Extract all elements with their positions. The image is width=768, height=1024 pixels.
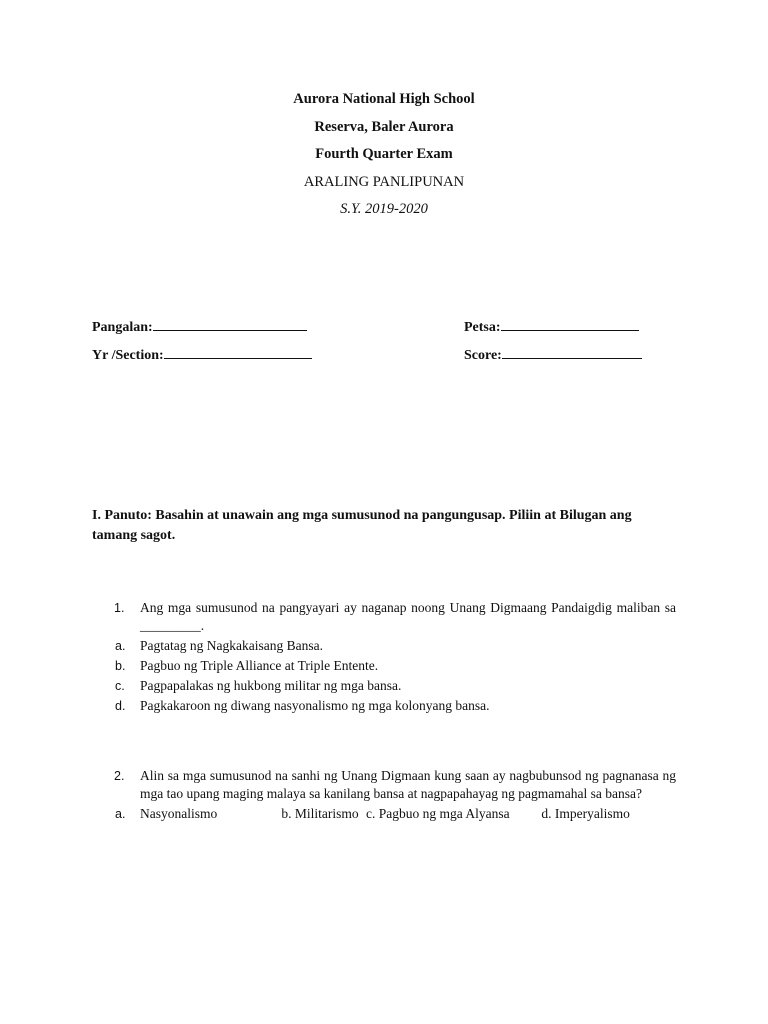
name-blank[interactable] (153, 316, 307, 331)
question-number: 1. (114, 601, 125, 615)
option-letter: b. (115, 659, 126, 673)
question-text: Ang mga sumusunod na pangyayari ay naganap noong Unang Digmaang Pandaigdig maliban sa _________. (140, 600, 676, 633)
option-d[interactable] (92, 697, 676, 715)
option-letter: a. (115, 639, 126, 653)
option-a[interactable]: Nasyonalismo (140, 806, 218, 821)
instructions: I. Panuto: Basahin at unawain ang mga sumusunod na pangungusap. Piliin at Bilugan ang tamang sagot. (92, 508, 632, 543)
score-label: Score: (464, 348, 502, 363)
subject-title: ARALING PANLIPUNAN (303, 173, 465, 190)
option-c[interactable] (92, 677, 676, 695)
option-letter: c. (115, 679, 125, 693)
question-2-stem (92, 767, 676, 803)
date-label: Petsa: (464, 320, 501, 335)
section-label: Yr /Section: (92, 348, 164, 363)
option-text: Pagbuo ng Triple Alliance at Triple Entente. (140, 658, 379, 673)
option-c[interactable]: c. Pagbuo ng mga Alyansa (366, 806, 510, 821)
school-year: S.Y. 2019-2020 (340, 201, 428, 217)
option-letter: a. (115, 807, 126, 821)
question-1 (92, 599, 676, 715)
options-row (92, 805, 676, 823)
option-letter: d. (115, 699, 126, 713)
option-text: Pagpapalakas ng hukbong militar ng mga bansa. (140, 678, 402, 693)
name-field (92, 316, 307, 336)
date-field (464, 316, 639, 336)
option-text: Pagtatag ng Nagkakaisang Bansa. (140, 638, 323, 653)
score-blank[interactable] (502, 344, 642, 359)
question-1-stem (92, 599, 676, 635)
section-blank[interactable] (164, 344, 312, 359)
option-b[interactable]: b. Militarismo (281, 806, 359, 821)
option-a[interactable] (92, 637, 676, 655)
question-2 (92, 767, 676, 823)
date-blank[interactable] (501, 316, 639, 331)
school-address: Reserva, Baler Aurora (314, 118, 454, 135)
school-name: Aurora National High School (293, 91, 475, 107)
option-text: Pagkakaroon ng diwang nasyonalismo ng mga kolonyang bansa. (140, 698, 490, 713)
name-label: Pangalan: (92, 320, 153, 335)
option-d[interactable]: d. Imperyalismo (541, 806, 630, 821)
section-field (92, 344, 312, 364)
option-b[interactable] (92, 657, 676, 675)
question-number: 2. (114, 769, 125, 783)
exam-header (0, 86, 768, 224)
question-text: Alin sa mga sumusunod na sanhi ng Unang Digmaan kung saan ay nagbubunsod ng pagnanasa ng mga tao upang maging malaya sa kanilang bansa at nagpapahayag ng pagmamahal sa bansa? (140, 768, 676, 801)
exam-title: Fourth Quarter Exam (315, 146, 453, 162)
score-field (464, 344, 642, 364)
